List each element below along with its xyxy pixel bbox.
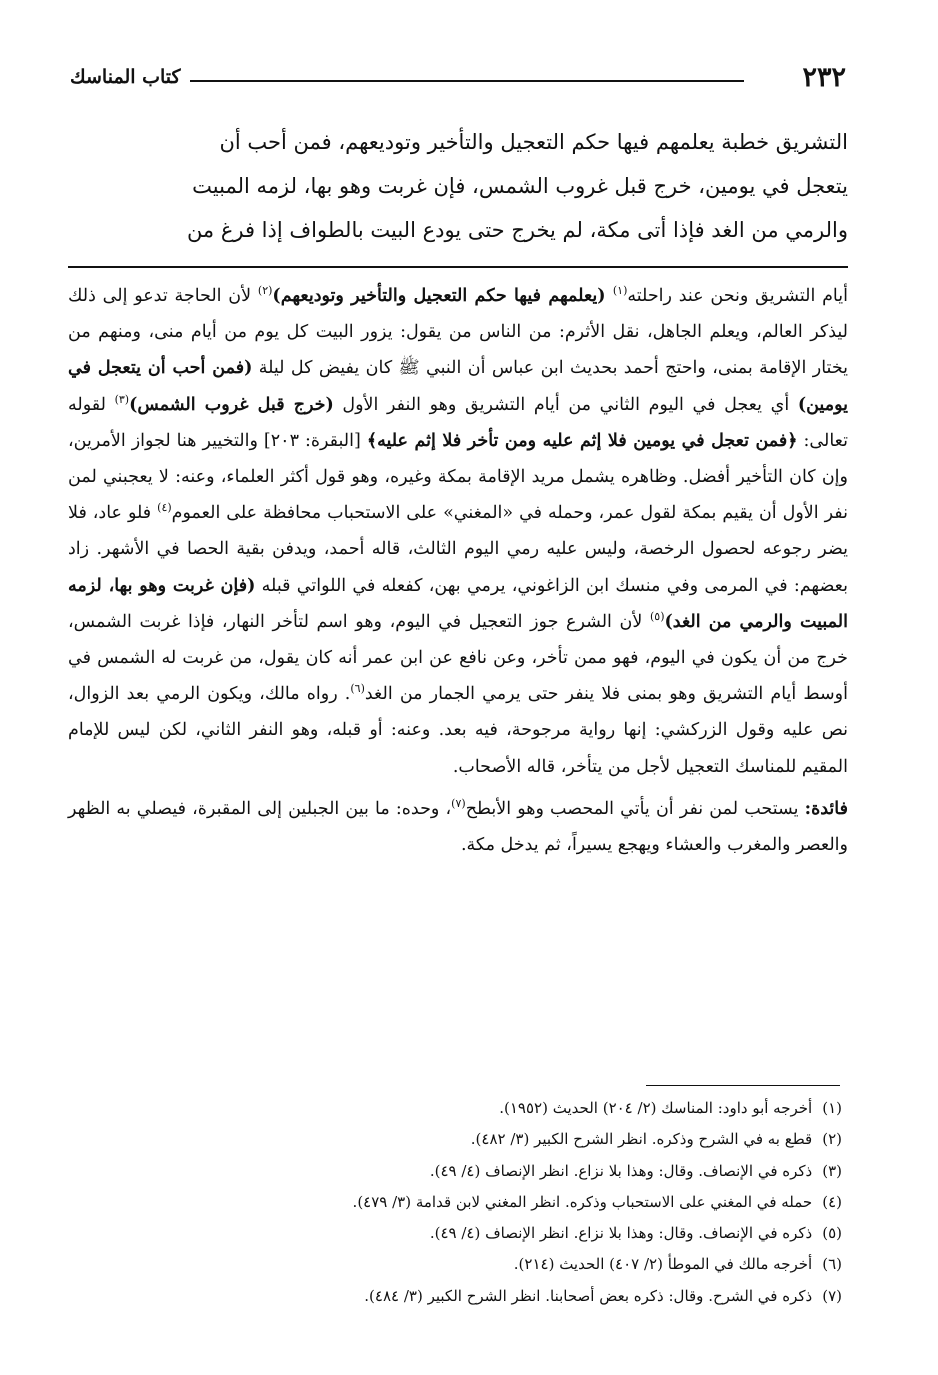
text-segment: يستحب لمن نفر أن يأتي المحصب وهو الأبطح — [465, 798, 805, 819]
footnote-text: ذكره في الإنصاف. وقال: وهذا بلا نزاع. انظر الإنصاف (٤/ ٤٩). — [429, 1161, 813, 1180]
footnote-ref: (٣) — [114, 392, 130, 406]
benefit-label: فائدة: — [804, 798, 848, 819]
footnote-text: قطع به في الشرح وذكره. انظر الشرح الكبير (٣/ ٤٨٢). — [470, 1130, 813, 1149]
footnote-ref: (٢) — [257, 284, 273, 298]
footnote-text: حمله في المغني على الاستحباب وذكره. انظر المغني لابن قدامة (٣/ ٤٧٩). — [352, 1192, 813, 1211]
footnote-ref: (٤) — [157, 501, 172, 515]
footnote-text: أخرجه مالك في الموطأ (٢/ ٤٠٧) الحديث (٢١٤). — [513, 1255, 813, 1274]
chapter-title: كتاب المناسك — [70, 66, 181, 88]
footnote-item — [142, 1249, 842, 1280]
benefit-paragraph — [68, 791, 848, 863]
footnote-number: (٦) — [822, 1255, 842, 1274]
header-rule — [190, 80, 744, 82]
footnote-number: (٧) — [822, 1286, 842, 1305]
main-line: التشريق خطبة يعلمهم فيها حكم التعجيل والتأخير وتوديعهم، فمن أحب أن — [219, 130, 848, 154]
footnote-number: (١) — [822, 1099, 842, 1117]
text-segment: أيام التشريق ونحن عند راحلته — [627, 286, 848, 306]
footnote-number: (٤) — [822, 1192, 842, 1211]
text-segment: لأن الشرع جوز التعجيل في اليوم، وهو اسم لتأخر النهار، فإذا غربت الشمس، خرج من أن يكون في اليوم، فهو ممن تأخر، وعن نافع عن ابن عمر أنه كان يقول، من غربت له الشمس في أوسط أيام التشريق وهو بمنى فلا ينفر حتى يرمي الجمار من الغد — [68, 611, 848, 705]
footnote-item — [142, 1124, 842, 1155]
quoted-text: (فمن أحب أن يتعجل في يومين) — [68, 358, 848, 415]
page-number: ٢٣٢ — [802, 62, 846, 93]
footnote-text: أخرجه أبو داود: المناسك (٢/ ٢٠٤) الحديث (١٩٥٢). — [499, 1099, 813, 1117]
footnote-item — [142, 1187, 842, 1218]
footnote-ref: (٧) — [451, 797, 466, 811]
main-text — [68, 120, 848, 252]
main-line: يتعجل في يومين، خرج قبل غروب الشمس، فإن غربت وهو بها، لزمه المبيت — [192, 174, 848, 198]
commentary — [68, 278, 848, 863]
text-segment: [البقرة: ٢٠٣] والتخيير هنا لجواز الأمرين، وإن كان التأخير أفضل. وظاهره يشمل مريد الإقامة بمكة وغيره، وهو قول أكثر العلماء، وعنه: لا يعجبني لمن نفر الأول أن يقيم بمكة لقول عمر، وحمله في «المغني» على الاستحباب محافظة على العموم — [68, 430, 848, 524]
footnote-ref: (٥) — [649, 610, 665, 623]
section-divider — [68, 266, 848, 268]
footnote-item — [142, 1093, 842, 1124]
quoted-text: (يعلمهم فيها حكم التعجيل والتأخير وتوديعهم) — [272, 286, 613, 306]
text-segment: أي يعجل في اليوم الثاني من أيام التشريق وهو النفر الأول — [333, 394, 798, 415]
footnote-divider — [646, 1085, 840, 1086]
text-segment: . رواه مالك، ويكون الرمي بعد الزوال، نص عليه وقول الزركشي: إنها رواية مرجوحة، فيه بعد. وعنه: أو قبله، وهو النفر الثاني، لكن ليس للإمام المقيم للمناسك التعجيل لأجل من يتأخر، قاله الأصحاب. — [68, 684, 848, 777]
footnote-number: (٥) — [822, 1224, 842, 1243]
text-segment: فلو عاد، فلا يضر رجوعه لحصول الرخصة، وليس عليه رمي اليوم الثالث، قاله أحمد، ويدفن بقية الحصا في الأشهر. زاد بعضهم: في المرمى وفي منسك ابن الزاغوني، يرمي بهن، كفعله في اللواتي قبله — [68, 503, 848, 596]
footnote-item — [142, 1218, 842, 1249]
text-segment: لأن الحاجة تدعو إلى ذلك ليذكر العالم، ويعلم الجاهل، نقل الأثرم: من الناس من يقول: يزور البيت كل يوم من أيام منى، ومنهم من يختار الإقامة بمنى، واحتج أحمد بحديث ابن عباس أن النبي ﷺ كان يفيض كل ليلة — [68, 286, 848, 379]
footnote-ref: (٦) — [350, 682, 365, 696]
footnotes — [142, 1093, 842, 1312]
footnote-text: ذكره في الإنصاف. وقال: وهذا بلا نزاع. انظر الإنصاف (٤/ ٤٩). — [429, 1224, 813, 1243]
commentary-paragraph — [68, 278, 848, 785]
quran-verse: ﴿فمن تعجل في يومين فلا إثم عليه ومن تأخر فلا إثم عليه﴾ — [366, 430, 798, 451]
quoted-text: (فإن غربت وهو بها، لزمه المبيت والرمي من الغد) — [68, 575, 848, 632]
footnote-item — [142, 1281, 842, 1312]
footnote-number: (٣) — [822, 1161, 842, 1180]
main-line: والرمي من الغد فإذا أتى مكة، لم يخرج حتى يودع البيت بالطواف إذا فرغ من — [186, 218, 848, 242]
footnote-number: (٢) — [822, 1130, 842, 1149]
footnote-text: ذكره في الشرح. وقال: ذكره بعض أصحابنا. انظر الشرح الكبير (٣/ ٤٨٤). — [364, 1286, 813, 1305]
footnote-item — [142, 1156, 842, 1187]
text-segment: ، وحده: ما بين الجبلين إلى المقبرة، فيصلي به الظهر والعصر والمغرب والعشاء ويهجع يسيراً، ثم يدخل مكة. — [68, 798, 848, 856]
quoted-text: (خرج قبل غروب الشمس) — [129, 394, 334, 415]
text-segment: لقوله تعالى: — [68, 394, 848, 451]
footnote-ref: (١) — [612, 284, 628, 298]
